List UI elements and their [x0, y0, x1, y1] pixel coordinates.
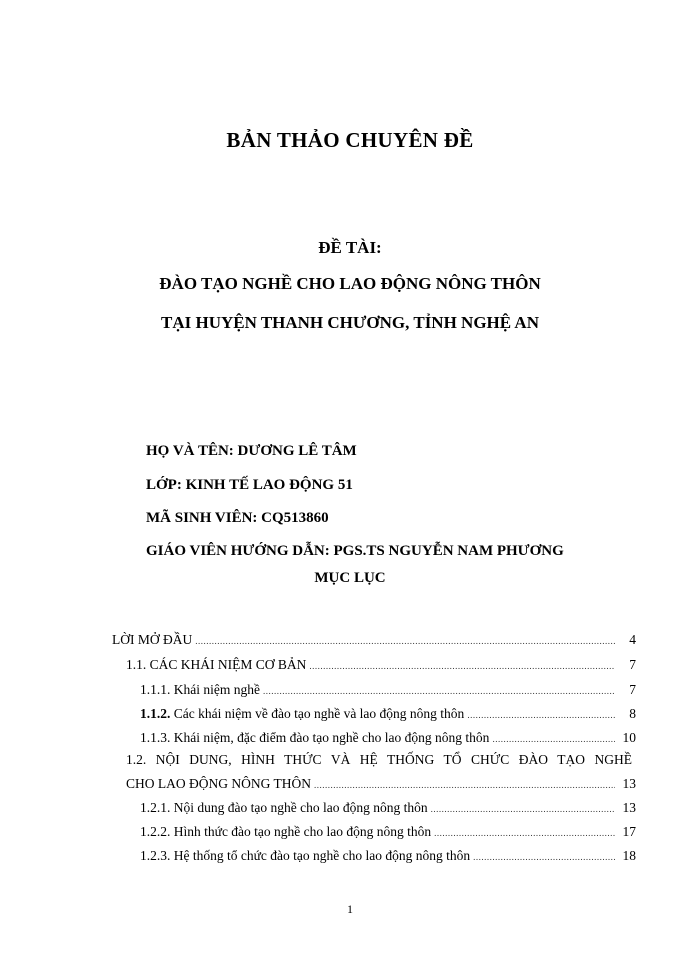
toc-entry-page: 13 [622, 800, 636, 815]
toc-entry-text: Các khái niệm về đào tạo nghề và lao động nông thôn [173, 706, 465, 721]
toc-entry-label: LỜI MỞ ĐẦU [112, 632, 193, 647]
toc-entry-page: 10 [622, 730, 636, 745]
toc-entry-label: 1.1.3. Khái niệm, đặc điểm đào tạo nghề cho lao động nông thôn [140, 730, 490, 745]
toc-entry-label-line-1[interactable]: 1.2. NỘI DUNG, HÌNH THỨC VÀ HỆ THỐNG TỔ CHỨC ĐÀO TẠO NGHỀ [126, 752, 632, 767]
toc-entry-label: 1.2.2. Hình thức đào tạo nghề cho lao động nông thôn [140, 824, 432, 839]
toc-leader-dots [309, 661, 615, 671]
toc-entry-page: 7 [629, 682, 636, 697]
document-title: BẢN THẢO CHUYÊN ĐỀ [226, 128, 474, 152]
toc-entry-label [140, 706, 464, 722]
toc-entry[interactable] [126, 657, 636, 673]
toc-entry-label: 1.1. CÁC KHÁI NIỆM CƠ BẢN [126, 657, 307, 672]
advisor-name: GIÁO VIÊN HƯỚNG DẪN: PGS.TS NGUYỄN NAM PHƯƠNG [146, 543, 564, 559]
toc-leader-dots [263, 686, 615, 696]
toc-entry[interactable] [126, 776, 636, 792]
toc-entry[interactable] [140, 824, 636, 840]
toc-entry[interactable] [140, 706, 636, 722]
student-id: MÃ SINH VIÊN: CQ513860 [146, 510, 329, 526]
topic-label: ĐỀ TÀI: [318, 238, 382, 257]
toc-leader-dots [314, 780, 615, 790]
toc-leader-dots [473, 852, 615, 862]
toc-entry-page: 4 [629, 632, 636, 647]
toc-leader-dots [431, 804, 615, 814]
toc-leader-dots [492, 734, 615, 744]
page-number: 1 [347, 902, 353, 916]
toc-entry-number: 1.1.2. [140, 706, 171, 721]
student-name: HỌ VÀ TÊN: DƯƠNG LÊ TÂM [146, 443, 357, 459]
toc-entry[interactable] [140, 730, 636, 746]
toc-leader-dots [434, 828, 615, 838]
toc-entry[interactable] [140, 800, 636, 816]
toc-entry-label: 1.2.3. Hệ thống tổ chức đào tạo nghề cho lao động nông thôn [140, 848, 471, 863]
toc-entry-label: 1.1.1. Khái niệm nghề [140, 682, 260, 697]
student-class: LỚP: KINH TẾ LAO ĐỘNG 51 [146, 477, 353, 493]
toc-entry-page: 17 [622, 824, 636, 839]
toc-leader-dots [467, 710, 615, 720]
toc-entry-page: 18 [622, 848, 636, 863]
toc-entry[interactable] [140, 848, 636, 864]
toc-entry-label-line-2: CHO LAO ĐỘNG NÔNG THÔN [126, 776, 311, 791]
toc-title: MỤC LỤC [314, 570, 386, 586]
toc-leader-dots [195, 636, 615, 646]
toc-entry[interactable] [140, 682, 636, 698]
toc-entry[interactable] [112, 632, 636, 648]
toc-entry-page: 8 [629, 706, 636, 721]
toc-entry-label: 1.2.1. Nội dung đào tạo nghề cho lao động nông thôn [140, 800, 428, 815]
topic-title-line-1: ĐÀO TẠO NGHỀ CHO LAO ĐỘNG NÔNG THÔN [159, 274, 541, 293]
topic-title-line-2: TẠI HUYỆN THANH CHƯƠNG, TỈNH NGHỆ AN [161, 313, 539, 332]
toc-entry-page: 13 [622, 776, 636, 791]
toc-entry-page: 7 [629, 657, 636, 672]
